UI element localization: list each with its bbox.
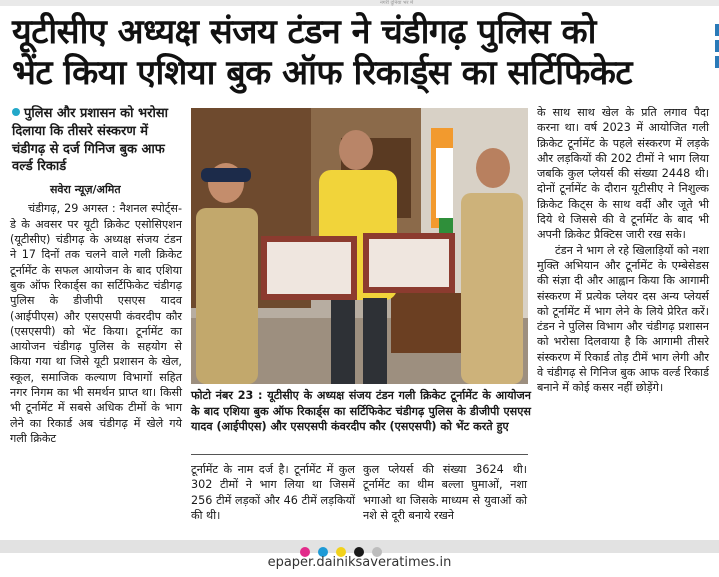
caption-divider xyxy=(191,454,528,455)
column-3 xyxy=(363,462,527,523)
top-strip-text: नगरी दुनिया भर में xyxy=(380,0,414,6)
article-paragraph-5: टंडन ने भाग ले रहे खिलाड़ियों को नशा मुक्ति अभियान और टूर्नामेंट के एम्बेसेडस की संज्ञा दी और आह्वान किया कि आगामी संस्करण में प्रत्येक प्लेयर दस अन्य प्लेयर्स को टूर्नामेंट में भाग लेने के लिये प्रेरित करें। टंडन ने पुलिस विभाग और चंडीगढ़ प्रशासन को भरोसा दिलवाया है कि आगामी तीसरे संस्करण में रिकार्ड तोड़ टीमें भाग लेगी और वे चंडीगढ़ से गिनिज बुक आफ वर्ल्ड रिकार्ड बनाने में कोई कसर नहीं छोड़ेंगे। xyxy=(537,243,709,395)
article-paragraph-3: कुल प्लेयर्स की संख्या 3624 थी। टूर्नामेंट का थीम बल्ला घुमाओं, नशा भगाओ था जिसके माध्यम से युवाओं को नशे से दूरी बनाये रखने xyxy=(363,463,527,522)
column-2 xyxy=(191,462,355,523)
photo-illustration xyxy=(191,108,528,384)
epaper-link[interactable]: epaper.dainiksaveratimes.in xyxy=(267,555,452,570)
article-paragraph-4: के साथ साथ खेल के प्रति लगाव पैदा करना था। वर्ष 2023 में आयोजित गली क्रिकेट टूर्नामेंट के पहले संस्करण में लड़के और लड़कियों की 202 टीमों ने भाग लिया जबकि कुल प्लेयर्स की संख्या 2448 थी। दोनों टूर्नामेंट के दौरान यूटीसीए ने निशुल्क क्रिकेट किट्स के साथ वर्दी और जूते भी दिये थे जिससे की वे टूर्नामेंट के बाद भी अपनी क्रिकेट प्रैक्टिस जारी रख सके। xyxy=(537,106,709,242)
page-edge-marks xyxy=(713,20,719,100)
headline xyxy=(12,12,712,94)
news-photo xyxy=(191,108,528,384)
article-paragraph-1: चंडीगढ़, 29 अगस्त : नैशनल स्पोर्ट्स-डे के अवसर पर यूटी क्रिकेट एसोसिएशन (यूटीसीए) चंडीगढ़ के अध्यक्ष संजय टंडन ने 17 दिनों तक चलने वाले गली क्रिकेट टूर्नामेंट के सफल आयोजन के बाद एशिया बुक ऑफ रिकार्ड्स का सर्टिफिकेट चंडीगढ़ पुलिस के डीजीपी एसएस यादव (आईपीएस) और एसएसपी कंवरदीप कौर (एसएसपी) को भेंट किया। टूर्नामेंट का आयोजन चंडीगढ़ पुलिस के सहयोग से किया गया था जिसे यूटी प्रशासन के खेल, स्कूल, समाजिक कल्याण विभागों सहित नगर निगम का भी समर्थन प्राप्त था। किसी भी टूर्नामेंट में सबसे अधिक टीमों के भाग लेने का रिकार्ड अब चंडीगढ़ में खेले गये गली क्रिकेट xyxy=(10,202,182,445)
bullet-icon xyxy=(12,108,20,116)
column-1 xyxy=(10,105,182,446)
photo-caption: फोटो नंबर 23 : यूटीसीए के अध्यक्ष संजय टंडन गली क्रिकेट टूर्नामेंट के आयोजन के बाद एशिया बुक ऑफ रिकार्ड्स का सर्टिफिकेट चंडीगढ़ पुलिस के डीजीपी एसएस यादव (आईपीएस) और एसएसपी कंवरदीप कौर (एसएसपी) को भेंट करते हुए xyxy=(191,389,531,433)
column-4 xyxy=(537,105,709,396)
teaser-text: पुलिस और प्रशासन को भरोसा दिलाया कि तीसरे संस्करण में चंडीगढ़ से दर्ज गिनिज बुक आफ वर्ल्ड रिकार्ड xyxy=(12,106,169,175)
page-top-strip xyxy=(0,0,719,6)
registration-marks xyxy=(300,542,390,552)
byline: सवेरा न्यूज़/अमित xyxy=(50,183,121,197)
headline-line-2: भेंट किया एशिया बुक ऑफ रिकार्ड्स का सर्टिफिकेट xyxy=(12,53,633,93)
headline-line-1: यूटीसीए अध्यक्ष संजय टंडन ने चंडीगढ़ पुलिस को xyxy=(12,12,596,52)
article-paragraph-2: टूर्नामेंट के नाम दर्ज है। टूर्नामेंट में कुल 302 टीमों ने भाग लिया था जिसमें 256 टीमें लड़कों और 46 टीमें लड़कियों की थी। xyxy=(191,463,355,522)
teaser-highlight xyxy=(10,105,182,176)
